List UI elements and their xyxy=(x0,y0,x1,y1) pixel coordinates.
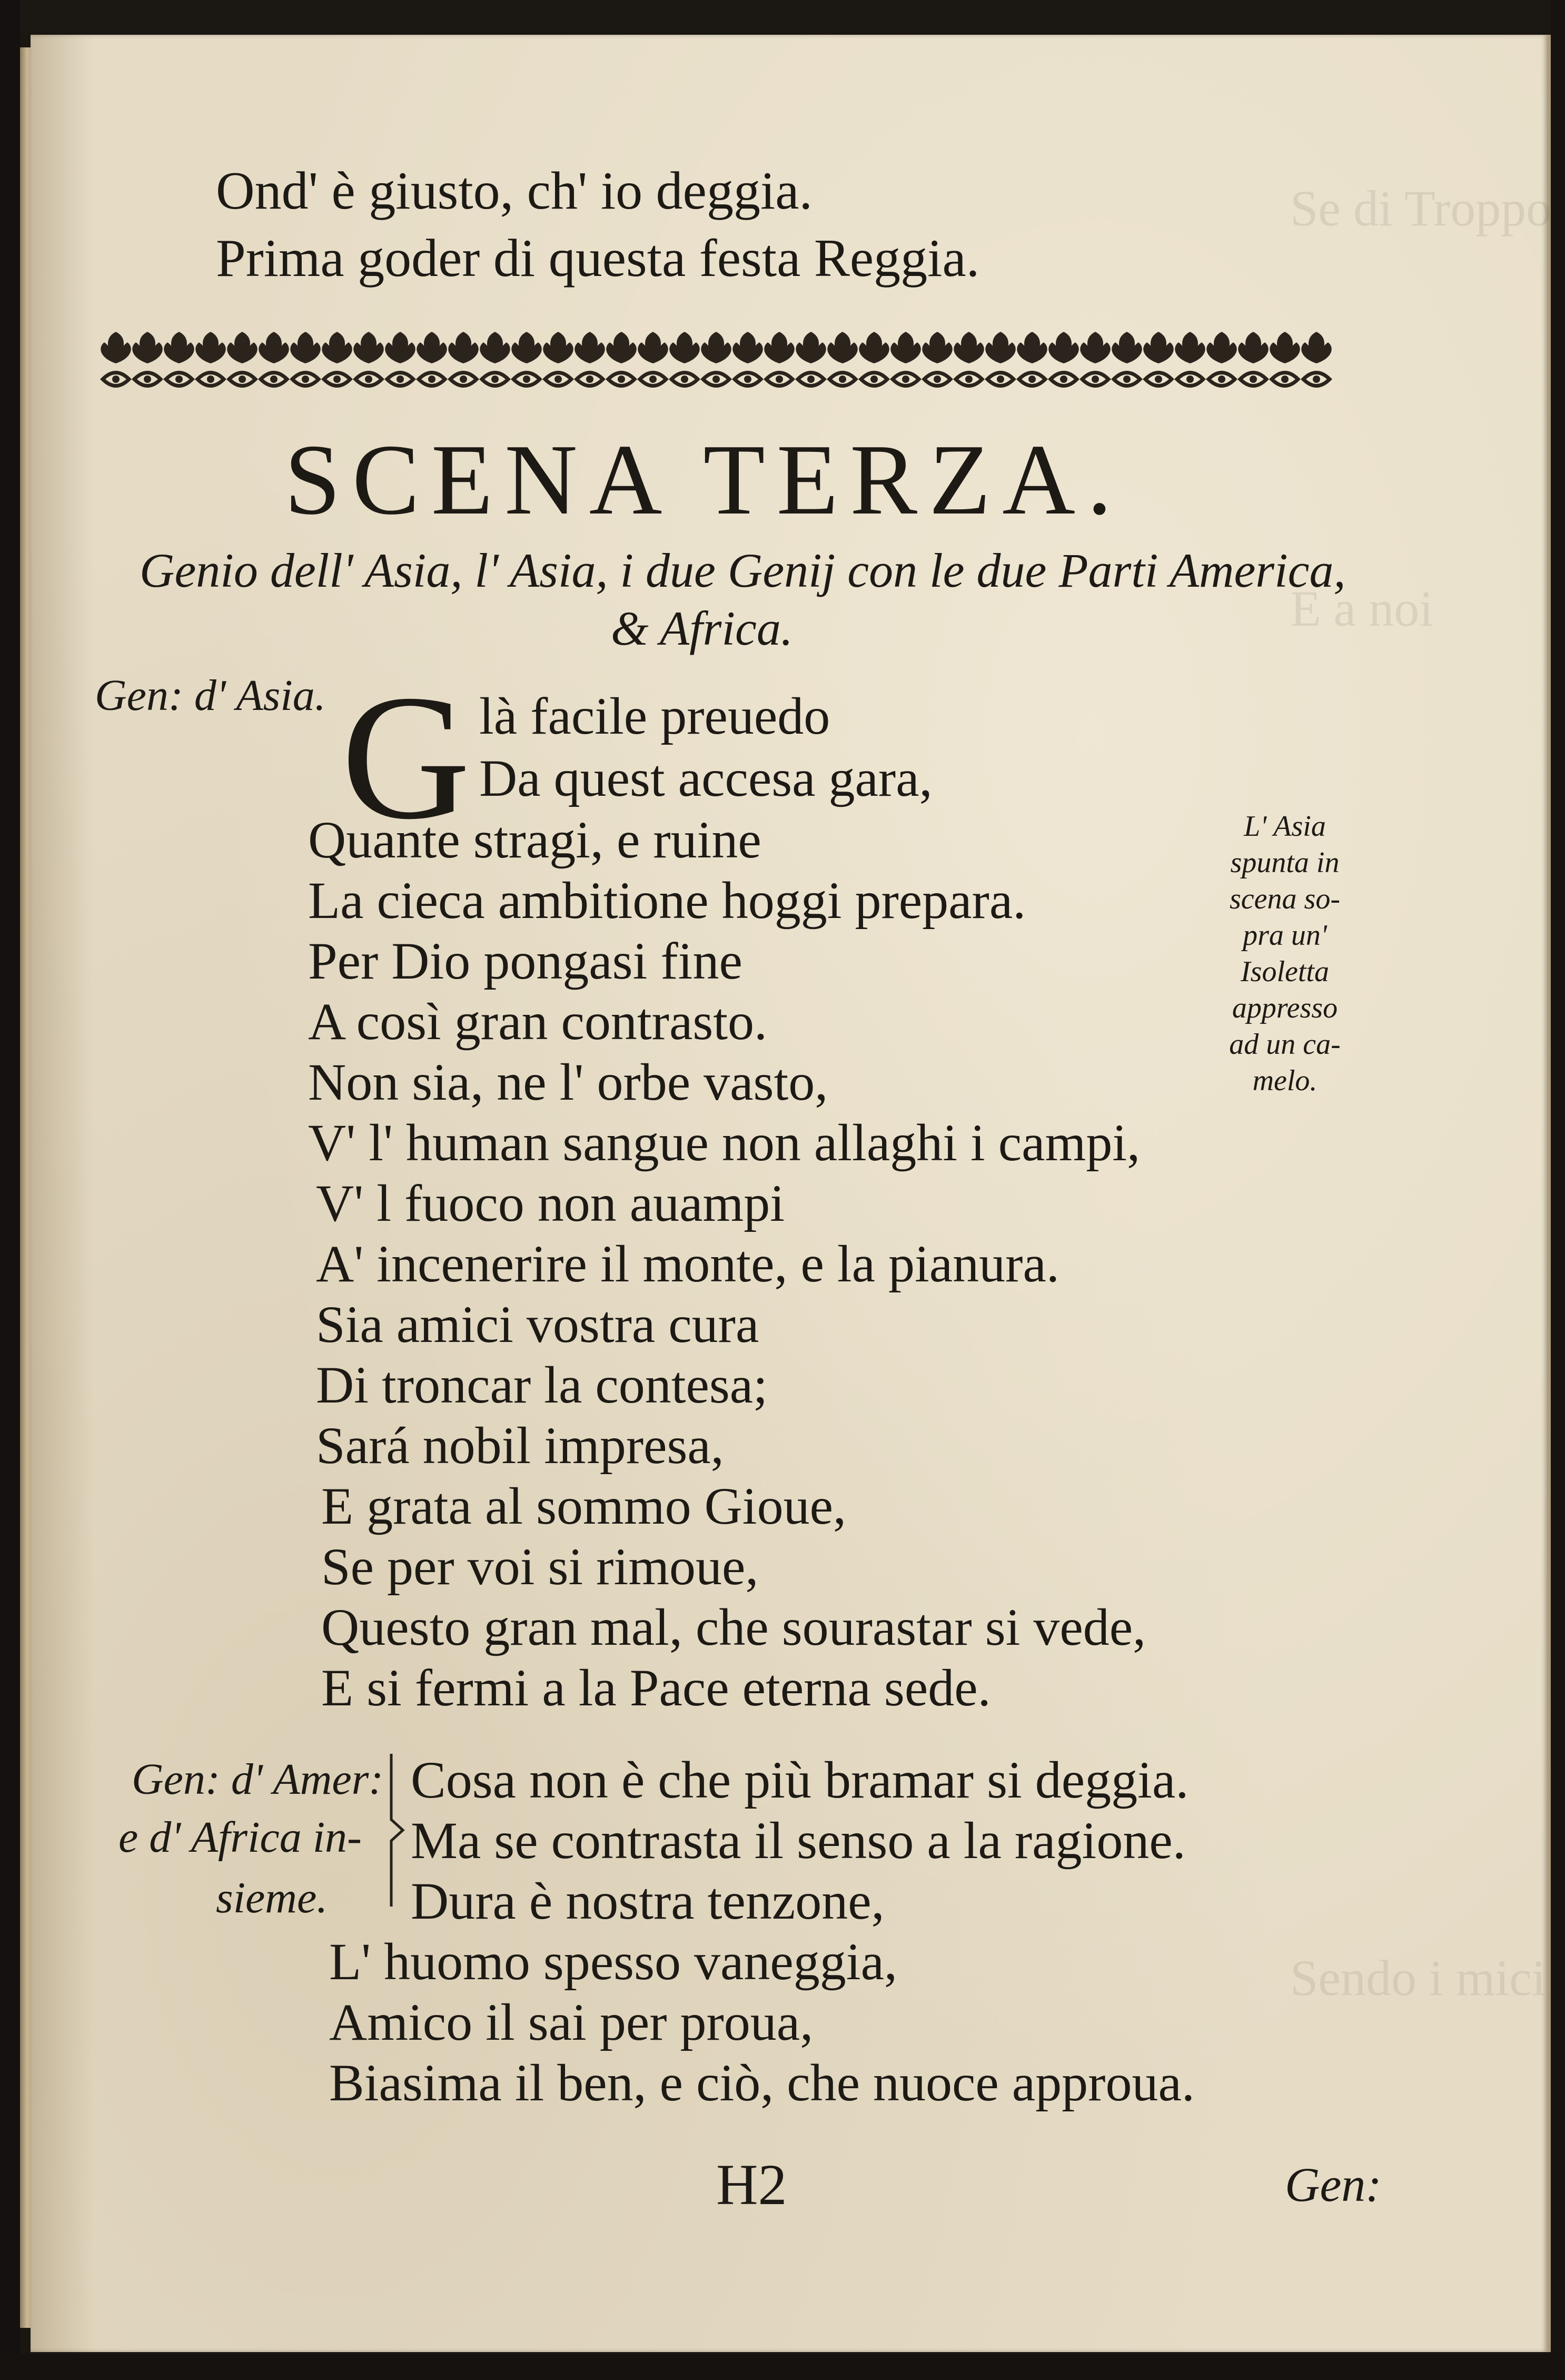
printers-ornament xyxy=(100,327,1348,395)
scan-background-left xyxy=(0,0,20,2380)
verse-line: E grata al sommo Gioue, xyxy=(321,1477,846,1535)
stage-direction-line: melo. xyxy=(1252,1064,1318,1097)
verse-line: Da quest accesa gara, xyxy=(479,749,933,807)
show-through-text: Se di Troppo xyxy=(1290,180,1552,236)
stage-direction-line: ad un ca- xyxy=(1229,1028,1341,1061)
verse-line: La cieca ambitione hoggi prepara. xyxy=(308,871,1026,930)
cast-list-line: & Africa. xyxy=(611,601,793,655)
stage-direction-line: L' Asia xyxy=(1244,810,1326,843)
verse-line: Ma se contrasta il senso a la ragione. xyxy=(411,1811,1186,1870)
stage-direction-line: scena so- xyxy=(1230,883,1340,915)
verse-line: E si fermi a la Pace eterna sede. xyxy=(321,1658,991,1717)
speaker-label: e d' Africa in- xyxy=(118,1813,362,1862)
verse-line: Sia amici vostra cura xyxy=(316,1295,759,1354)
verse-line: L' huomo spesso vaneggia, xyxy=(329,1932,897,1991)
verse-line: V' l fuoco non auampi xyxy=(316,1174,785,1232)
grouping-brace xyxy=(387,1751,408,1909)
catchword: Gen: xyxy=(1285,2158,1382,2211)
verse-line: Prima goder di questa festa Reggia. xyxy=(216,229,980,288)
show-through-text: E a noi xyxy=(1290,580,1433,637)
speaker-label: Gen: d' Amer: xyxy=(132,1755,384,1804)
scan-background-top xyxy=(0,0,1565,32)
stage-direction-line: pra un' xyxy=(1243,919,1327,952)
signature-mark: H2 xyxy=(716,2152,787,2217)
previous-page-edge xyxy=(20,47,32,2328)
scan-background-bottom xyxy=(0,2354,1565,2380)
verse-line: Non sia, ne l' orbe vasto, xyxy=(308,1053,828,1111)
show-through-text: Sendo i mici xyxy=(1290,1950,1546,2006)
drop-cap: G xyxy=(341,658,471,856)
verse-line: A' incenerire il monte, e la pianura. xyxy=(316,1235,1059,1293)
verse-line: Dura è nostra tenzone, xyxy=(411,1872,885,1930)
verse-line: Cosa non è che più bramar si deggia. xyxy=(411,1751,1189,1809)
stage-direction-note xyxy=(1206,808,1364,1099)
scan-background-right xyxy=(1551,0,1565,2380)
verse-line: Se per voi si rimoue, xyxy=(321,1537,759,1596)
cast-list-line: Genio dell' Asia, l' Asia, i due Genij con le due Parti America, xyxy=(140,544,1346,597)
speaker-label: Gen: d' Asia. xyxy=(95,671,326,720)
stage-direction-line: spunta in xyxy=(1230,846,1340,879)
verse-line: là facile preuedo xyxy=(479,687,830,745)
verse-line: Questo gran mal, che sourastar si vede, xyxy=(321,1598,1146,1656)
verse-line: Quante stragi, e ruine xyxy=(308,811,761,869)
verse-line: Amico il sai per proua, xyxy=(329,1993,814,2051)
verse-line: A così gran contrasto. xyxy=(308,992,768,1051)
speaker-label: sieme. xyxy=(216,1873,328,1922)
verse-line: Sará nobil impresa, xyxy=(316,1416,724,1475)
verse-line: Ond' è giusto, ch' io deggia. xyxy=(216,161,813,221)
stage-direction-line: Isoletta xyxy=(1241,955,1329,988)
verse-line: Per Dio pongasi fine xyxy=(308,932,742,990)
stage-direction-line: appresso xyxy=(1232,992,1338,1024)
verse-line: V' l' human sangue non allaghi i campi, xyxy=(308,1113,1141,1172)
verse-line: Biasima il ben, e ciò, che nuoce approua. xyxy=(329,2053,1195,2112)
verse-line: Di troncar la contesa; xyxy=(316,1356,768,1414)
scene-title: SCENA TERZA. xyxy=(284,423,1124,536)
